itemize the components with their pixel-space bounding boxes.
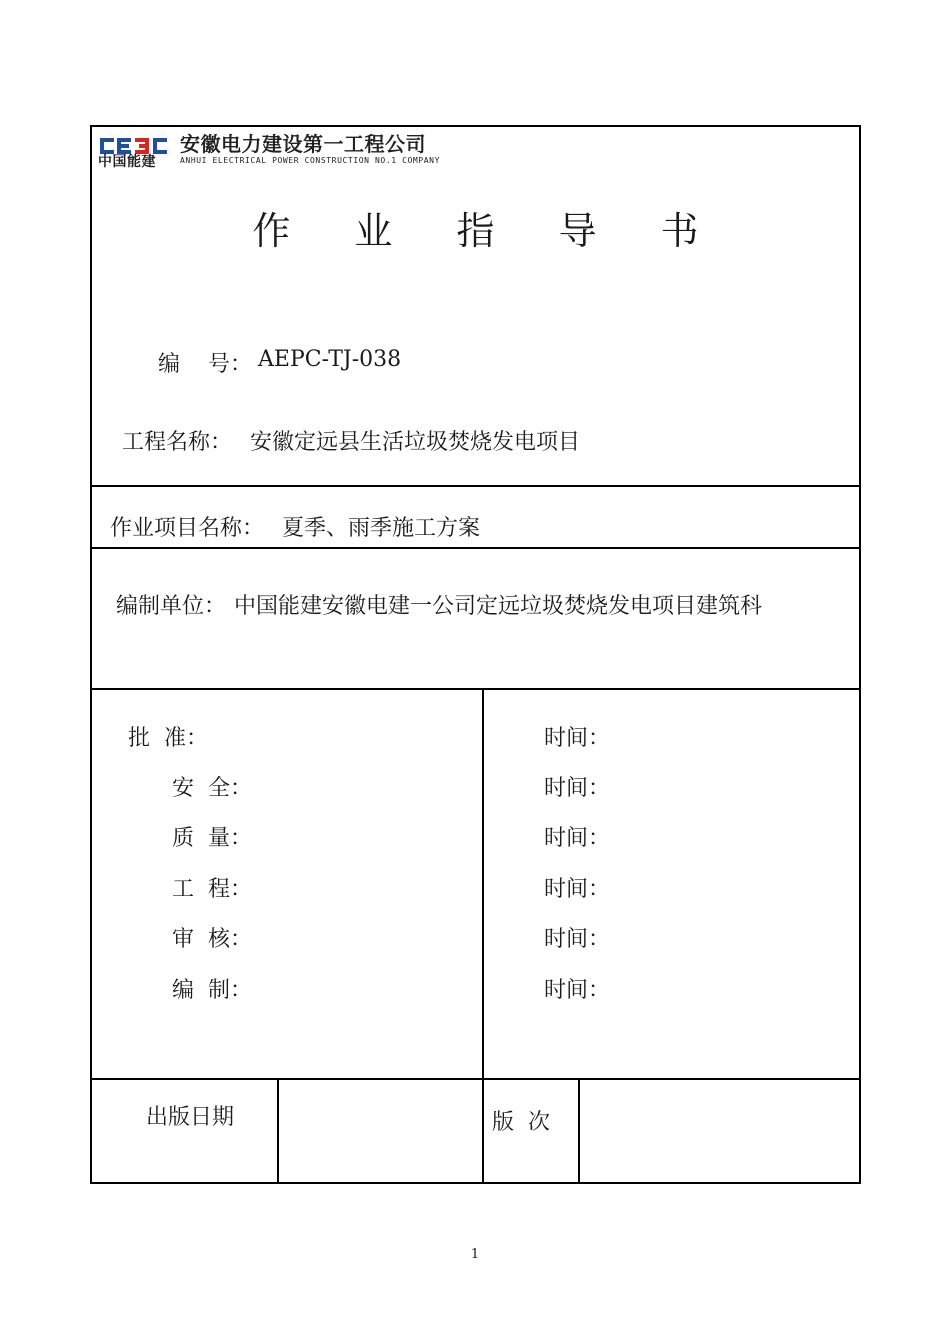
job-name-value: 夏季、雨季施工方案 — [282, 516, 481, 541]
unit-label: 编制单位： — [116, 594, 227, 619]
divider — [578, 1078, 580, 1183]
number-value: AEPC-TJ-038 — [258, 347, 402, 372]
logo-parent-name: 中国能建 — [98, 154, 156, 170]
logo-company-english: ANHUI ELECTRICAL POWER CONSTRUCTION NO.1 COMPANY — [180, 156, 440, 165]
number-label: 编 号： — [158, 352, 252, 377]
company-logo — [98, 127, 478, 169]
page-number: 1 — [470, 1247, 480, 1262]
divider — [482, 688, 484, 1183]
document-frame — [90, 125, 861, 1184]
document-title: 作 业 指 导 书 — [252, 209, 725, 253]
approval-role-label: 编 制： — [172, 978, 252, 1003]
approval-time-label: 时间： — [544, 978, 611, 1003]
divider — [90, 485, 861, 487]
approval-time-label: 时间： — [544, 927, 611, 952]
approval-time-label: 时间： — [544, 877, 611, 902]
unit-value: 中国能建安徽电建一公司定远垃圾焚烧发电项目建筑科 — [234, 594, 763, 619]
approval-role-label: 质 量： — [172, 826, 252, 851]
logo-company-name: 安徽电力建设第一工程公司 — [180, 132, 426, 156]
approval-time-label: 时间： — [544, 826, 611, 851]
approval-time-label: 时间： — [544, 776, 611, 801]
job-name-label: 作业项目名称： — [110, 516, 265, 541]
divider — [90, 688, 861, 690]
approval-role-label: 安 全： — [172, 776, 252, 801]
approval-role-label: 批 准： — [128, 726, 208, 751]
divider — [90, 547, 861, 549]
publish-date-label: 出版日期 — [146, 1105, 235, 1130]
project-name-label: 工程名称： — [122, 430, 233, 455]
approval-role-label: 审 核： — [172, 927, 252, 952]
project-name-value: 安徽定远县生活垃圾焚烧发电项目 — [250, 430, 581, 455]
edition-label: 版 次 — [492, 1110, 550, 1135]
divider — [277, 1078, 279, 1183]
approval-role-label: 工 程： — [172, 877, 252, 902]
divider — [90, 1078, 861, 1080]
approval-time-label: 时间： — [544, 726, 611, 751]
